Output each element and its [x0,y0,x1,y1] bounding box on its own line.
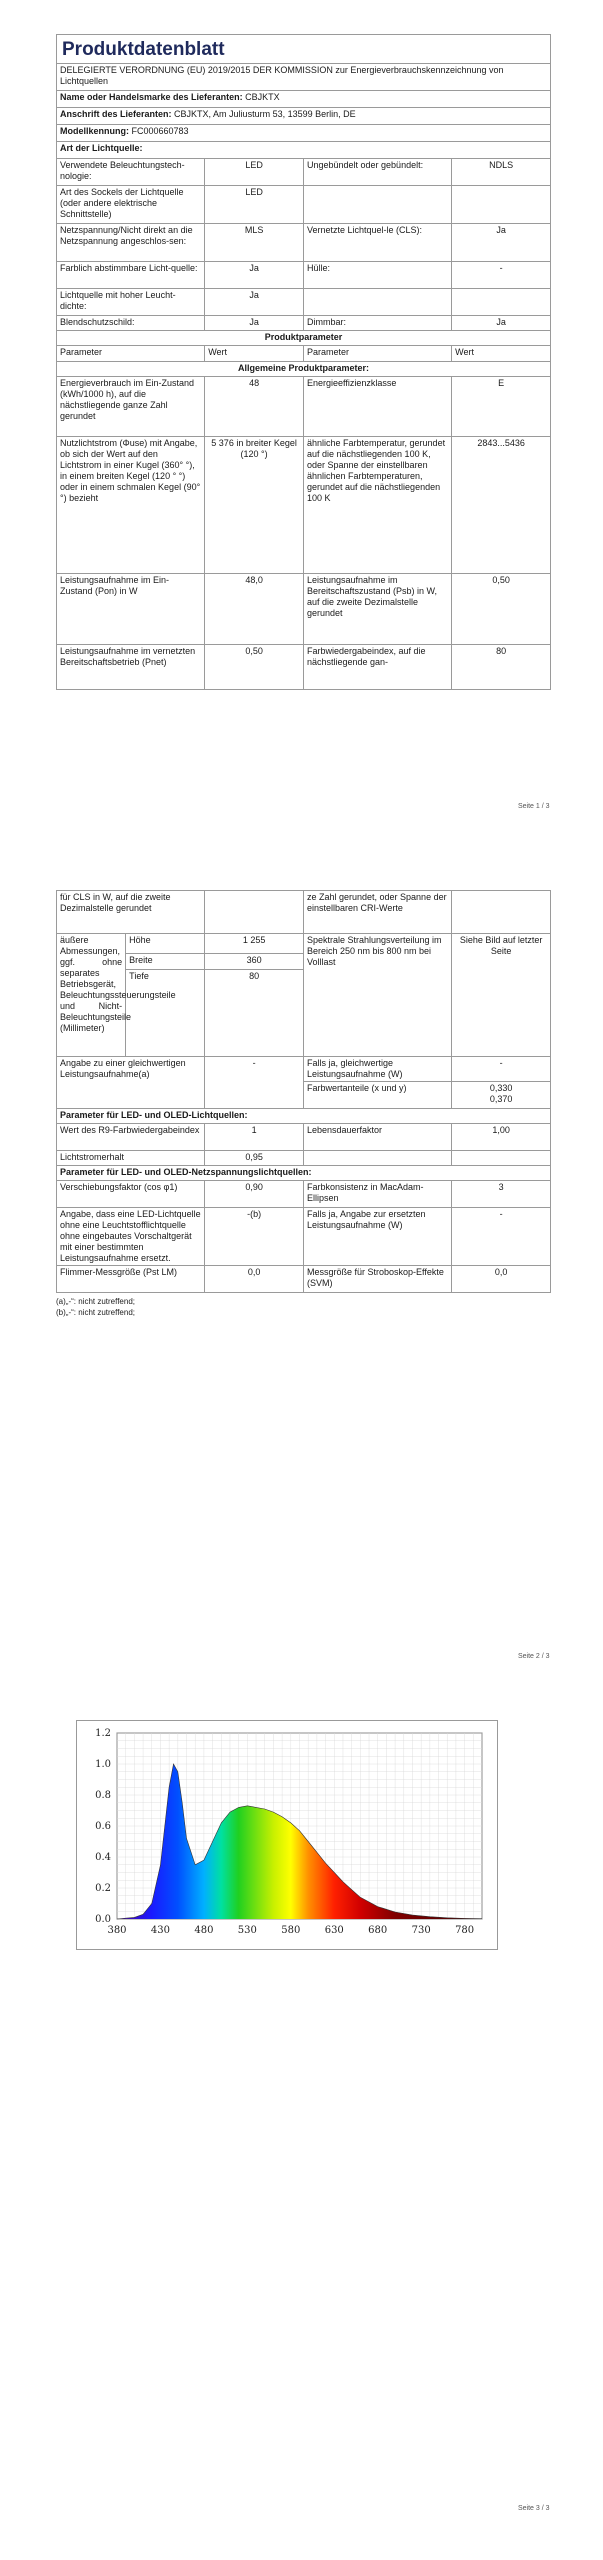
cell-label: Blendschutzschild: [57,316,205,331]
claim-value: -(b) [205,1208,304,1266]
cell-empty [452,1151,551,1166]
spectrum-chart-svg [77,1721,497,1949]
cell-label: ze Zahl gerundet, oder Spanne der einstellbaren CRI-Werte [303,891,451,934]
cell-value [205,891,304,934]
supplier-name-label: Name oder Handelsmarke des Lieferanten: [60,92,243,102]
footnote-a: (a)„-“: nicht zutreffend; [56,1297,135,1306]
spectral-label: Spektrale Strahlungsverteilung im Bereich 250 nm bis 800 nm bei Volllast [303,934,451,1057]
y-tick-label: 0.0 [95,1914,111,1925]
claim2-label: Falls ja, Angabe zur ersetzten Leistungsaufnahme (W) [303,1208,451,1266]
x-tick-label: 630 [324,1925,344,1936]
cell-value: 48 [205,377,304,437]
cell-value [452,289,551,316]
cell-label: Netzspannung/Nicht direkt an die Netzspannung angeschlos-sen: [57,224,205,262]
y-tick-label: 1.0 [95,1759,111,1770]
life-label: Lebensdauerfaktor [303,1124,451,1151]
table-row [57,289,551,316]
y-tick-label: 0.8 [95,1790,111,1801]
x-tick-label: 730 [411,1925,431,1936]
spectrum-chart [76,1720,498,1950]
cell-empty [303,1151,451,1166]
datasheet-page-1 [56,34,551,690]
table-row [57,1124,551,1151]
cell-value: - [452,262,551,289]
cell-value: 0,50 [452,574,551,645]
cell-value: Ja [452,316,551,331]
chroma-x: 0,330 [489,1083,513,1093]
model-row [57,125,551,142]
table-row [57,645,551,690]
header-value: Wert [205,346,304,362]
x-tick-label: 480 [194,1925,214,1936]
supplier-name: CBJKTX [245,92,280,102]
x-tick-label: 680 [368,1925,388,1936]
x-tick-label: 380 [107,1925,127,1936]
cell-label: Leistungsaufnahme im Ein-Zustand (Pon) in W [57,574,205,645]
svm-label: Messgröße für Stroboskop-Effekte (SVM) [303,1266,451,1293]
cell-label: für CLS in W, auf die zweite Dezimalstelle gerundet [57,891,205,934]
supplier-name-row [57,91,551,108]
macadam-label: Farbkonsistenz in MacAdam-Ellipsen [303,1181,451,1208]
cell-label: Hülle: [303,262,451,289]
cell-label: Energieverbrauch im Ein-Zustand (kWh/1000 h), auf die nächstliegende ganze Zahl gerundet [57,377,205,437]
equiv-value: - [205,1057,304,1109]
y-tick-label: 0.4 [95,1852,111,1863]
cell-value: MLS [205,224,304,262]
cell-value [452,186,551,224]
header-value: Wert [452,346,551,362]
x-tick-label: 780 [455,1925,475,1936]
model-label: Modellkennung: [60,126,129,136]
cell-value: Ja [205,289,304,316]
page-2 [0,890,603,1670]
table-row [57,1266,551,1293]
cell-label: Dimmbar: [303,316,451,331]
pf-label: Verschiebungsfaktor (cos φ1) [57,1181,205,1208]
cell-label: ähnliche Farbtemperatur, gerundet auf die nächstliegenden 100 K, oder Spanne der einstellbaren ähnlichen Farbtemperaturen, gerundet auf die nächstliegenden 100 K [303,437,451,574]
cell-label: Art des Sockels der Lichtquelle (oder andere elektrische Schnittstelle) [57,186,205,224]
cell-value: LED [205,186,304,224]
cell-label: Leistungsaufnahme im vernetzten Bereitschaftsbetrieb (Pnet) [57,645,205,690]
x-tick-label: 530 [237,1925,257,1936]
macadam-value: 3 [452,1181,551,1208]
cell-label: Farblich abstimmbare Licht-quelle: [57,262,205,289]
product-params-heading: Produktparameter [57,331,551,346]
supplier-address: CBJKTX, Am Juliusturm 53, 13599 Berlin, DE [174,109,356,119]
regulation-text: DELEGIERTE VERORDNUNG (EU) 2019/2015 DER KOMMISSION zur Energieverbrauchskennzeichnung von Lichtquellen [57,64,551,91]
dim-name: Tiefe [126,970,205,1057]
chroma-label: Farbwertanteile (x und y) [303,1082,451,1109]
cell-label [303,186,451,224]
cell-label: Farbwiedergabeindex, auf die nächstliegende gan- [303,645,451,690]
dimensions-label: äußere Abmessungen, ggf. ohne separates Betriebsgerät, Beleuchtungssteuerungsteile und Nicht-Beleuchtungsteile (Millimeter) [57,934,126,1057]
table-row [57,1208,551,1266]
table-row [57,262,551,289]
table-row [57,574,551,645]
cell-label: Energieeffizienzklasse [303,377,451,437]
page-number: Seite 3 / 3 [518,2505,550,2512]
table-row [57,159,551,186]
table-row [57,316,551,331]
datasheet-table-1 [56,63,551,690]
flicker-label: Flimmer-Messgröße (Pst LM) [57,1266,205,1293]
cell-value: 80 [452,645,551,690]
cell-label: Vernetzte Lichtquel-le (CLS): [303,224,451,262]
page-title: Produktdatenblatt [56,34,551,63]
equiv2-label: Falls ja, gleichwertige Leistungsaufnahme (W) [303,1057,451,1082]
header-parameter: Parameter [57,346,205,362]
equiv-label: Angabe zu einer gleichwertigen Leistungsaufnahme(a) [57,1057,205,1109]
cell-label: Nutzlichtstrom (Φuse) mit Angabe, ob sich der Wert auf den Lichtstrom in einer Kugel (360° °), in einem breiten Kegel (120 ° °) oder in einem schmalen Kegel (90° °) bezieht [57,437,205,574]
supplier-address-label: Anschrift des Lieferanten: [60,109,172,119]
table-row [57,437,551,574]
spectral-value: Siehe Bild auf letzter Seite [452,934,551,1057]
table-row [57,224,551,262]
table-row [57,1151,551,1166]
cell-value: 0,50 [205,645,304,690]
cell-value [452,891,551,934]
dim-value: 80 [205,970,304,1057]
table-row [57,186,551,224]
dim-value: 360 [205,954,304,970]
claim-label: Angabe, dass eine LED-Lichtquelle ohne eine Leuchtstofflichtquelle ohne eingebautes Vorschaltgerät mit einer bestimmten Leistungsaufnahme ersetzt. [57,1208,205,1266]
cell-value: Ja [205,262,304,289]
table-header-row [57,346,551,362]
table-row [57,1181,551,1208]
svm-value: 0,0 [452,1266,551,1293]
x-tick-label: 430 [150,1925,170,1936]
cell-value: 48,0 [205,574,304,645]
light-type-heading: Art der Lichtquelle: [57,142,551,159]
cell-label: Ungebündelt oder gebündelt: [303,159,451,186]
claim2-value: - [452,1208,551,1266]
header-parameter: Parameter [303,346,451,362]
cell-label: Lichtquelle mit hoher Leucht-dichte: [57,289,205,316]
dim-value: 1 255 [205,934,304,954]
mains-params-heading: Parameter für LED- und OLED-Netzspannungslichtquellen: [57,1166,551,1181]
cell-label: Leistungsaufnahme im Bereitschaftszustand (Psb) in W, auf die zweite Dezimalstelle gerundet [303,574,451,645]
r9-value: 1 [205,1124,304,1151]
life-value: 1,00 [452,1124,551,1151]
cell-value: NDLS [452,159,551,186]
table-row [57,1057,551,1082]
cell-value: E [452,377,551,437]
maint-value: 0,95 [205,1151,304,1166]
led-params-heading: Parameter für LED- und OLED-Lichtquellen: [57,1109,551,1124]
y-tick-label: 0.2 [95,1883,111,1894]
cell-value: LED [205,159,304,186]
datasheet-page-2 [56,890,551,1318]
dim-name: Breite [126,954,205,970]
cell-value: Ja [205,316,304,331]
maint-label: Lichtstromerhalt [57,1151,205,1166]
page-number: Seite 2 / 3 [518,1653,550,1660]
page-number: Seite 1 / 3 [518,803,550,810]
x-tick-label: 580 [281,1925,301,1936]
cell-value: Ja [452,224,551,262]
model-id: FC000660783 [131,126,189,136]
cell-value: 5 376 in breiter Kegel (120 °) [205,437,304,574]
supplier-address-row [57,108,551,125]
page-1 [0,0,603,820]
r9-label: Wert des R9-Farbwiedergabeindex [57,1124,205,1151]
cell-value: 2843...5436 [452,437,551,574]
general-params-heading: Allgemeine Produktparameter: [57,362,551,377]
chroma-y: 0,370 [489,1094,513,1104]
footnote-b: (b)„-“: nicht zutreffend; [56,1308,135,1317]
chroma-values [452,1082,551,1109]
pf-value: 0,90 [205,1181,304,1208]
table-row [57,377,551,437]
flicker-value: 0,0 [205,1266,304,1293]
table-row [57,934,551,954]
y-tick-label: 0.6 [95,1821,111,1832]
equiv2-value: - [452,1057,551,1082]
cell-label: Verwendete Beleuchtungstech-nologie: [57,159,205,186]
datasheet-table-2 [56,890,551,1293]
dim-name: Höhe [126,934,205,954]
y-tick-label: 1.2 [95,1728,111,1739]
table-row [57,891,551,934]
cell-label [303,289,451,316]
